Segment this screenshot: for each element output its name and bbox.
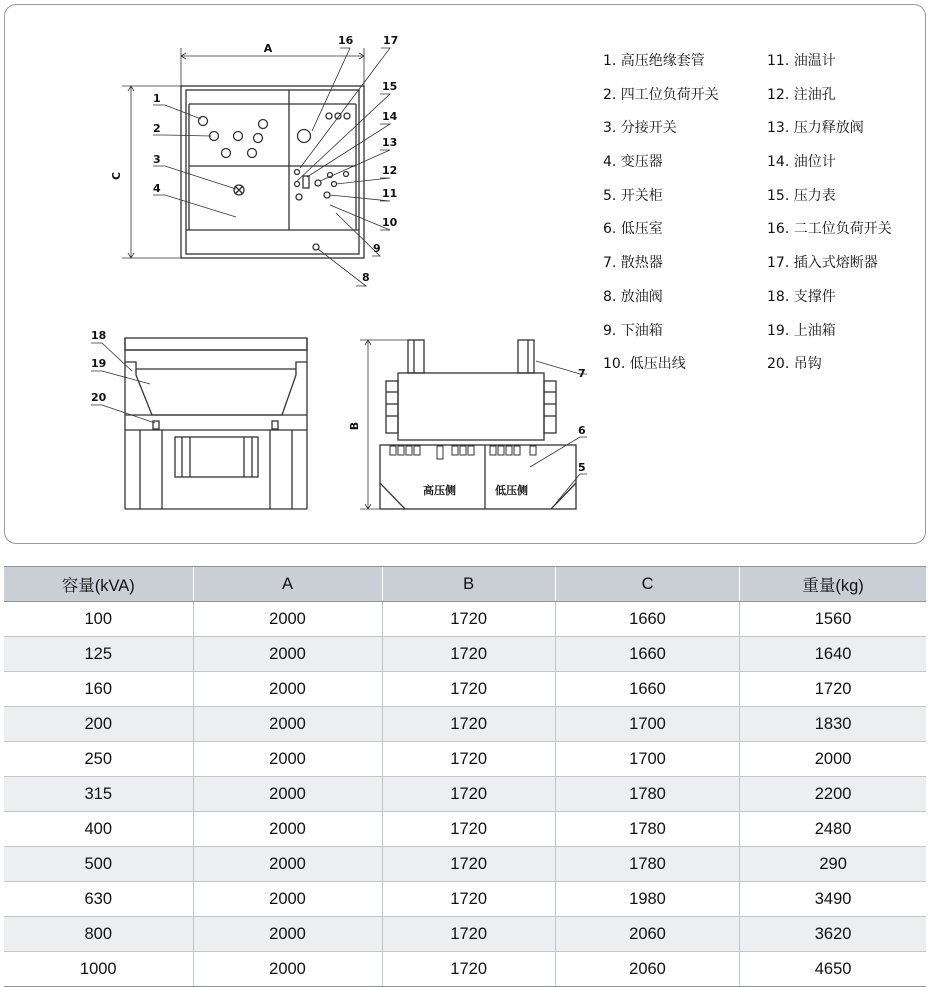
legend-item: 10. 低压出线 bbox=[603, 356, 686, 373]
table-cell: 125 bbox=[4, 637, 193, 672]
legend-item: 12. 注油孔 bbox=[767, 86, 836, 103]
table-cell: 2000 bbox=[193, 812, 382, 847]
table-cell: 500 bbox=[4, 847, 193, 882]
callout-6: 6 bbox=[578, 424, 586, 437]
legend-item: 1. 高压绝缘套管 bbox=[603, 53, 705, 69]
callout-13: 13 bbox=[382, 136, 398, 149]
table-cell: 250 bbox=[4, 742, 193, 777]
legend-item: 9. 下油箱 bbox=[603, 322, 663, 339]
callout-15: 15 bbox=[382, 80, 398, 93]
table-cell: 2200 bbox=[740, 777, 926, 812]
table-cell: 1660 bbox=[555, 672, 739, 707]
spec-table bbox=[4, 566, 926, 987]
dim-label-a: A bbox=[263, 42, 273, 55]
table-cell: 2000 bbox=[193, 847, 382, 882]
table-row bbox=[4, 707, 926, 742]
table-cell: 1720 bbox=[382, 637, 555, 672]
table-row bbox=[4, 952, 926, 987]
table-cell: 315 bbox=[4, 777, 193, 812]
table-cell: 1720 bbox=[382, 602, 555, 637]
table-cell: 1720 bbox=[740, 672, 926, 707]
legend-column-left bbox=[603, 48, 719, 385]
callout-7: 7 bbox=[578, 367, 586, 380]
callout-19: 19 bbox=[91, 357, 107, 370]
callout-10: 10 bbox=[382, 216, 398, 229]
dim-label-c: C bbox=[110, 171, 123, 181]
callout-14: 14 bbox=[382, 110, 398, 123]
legend-item: 16. 二工位负荷开关 bbox=[767, 221, 892, 238]
callout-17: 17 bbox=[383, 34, 399, 47]
table-cell: 1720 bbox=[382, 812, 555, 847]
table-cell: 800 bbox=[4, 917, 193, 952]
table-cell: 1720 bbox=[382, 742, 555, 777]
high-voltage-side-label: 高压侧 bbox=[423, 484, 456, 497]
legend-item: 19. 上油箱 bbox=[767, 322, 836, 339]
table-cell: 1000 bbox=[4, 952, 193, 987]
callout-9: 9 bbox=[373, 242, 381, 255]
legend-item: 20. 吊钩 bbox=[767, 356, 822, 373]
legend-item: 17. 插入式熔断器 bbox=[767, 255, 878, 272]
callout-4: 4 bbox=[153, 182, 161, 195]
table-row bbox=[4, 882, 926, 917]
table-cell: 200 bbox=[4, 707, 193, 742]
legend-item: 2. 四工位负荷开关 bbox=[603, 86, 719, 103]
table-cell: 2480 bbox=[740, 812, 926, 847]
legend-item: 4. 变压器 bbox=[603, 154, 663, 171]
table-cell: 3620 bbox=[740, 917, 926, 952]
callout-16: 16 bbox=[338, 34, 354, 47]
legend-item: 18. 支撑件 bbox=[767, 288, 836, 305]
table-cell: 1830 bbox=[740, 707, 926, 742]
table-cell: 1660 bbox=[555, 602, 739, 637]
table-cell: 1780 bbox=[555, 847, 739, 882]
low-voltage-side-label: 低压侧 bbox=[495, 484, 528, 497]
legend-item: 11. 油温计 bbox=[767, 53, 836, 69]
callout-18: 18 bbox=[91, 329, 107, 342]
table-cell: 1720 bbox=[382, 672, 555, 707]
table-cell: 1700 bbox=[555, 707, 739, 742]
table-cell: 2000 bbox=[193, 742, 382, 777]
callout-3: 3 bbox=[153, 153, 161, 166]
table-row bbox=[4, 672, 926, 707]
table-cell: 2000 bbox=[193, 777, 382, 812]
legend-item: 14. 油位计 bbox=[767, 154, 836, 171]
header-a: A bbox=[193, 567, 382, 602]
table-cell: 2000 bbox=[193, 707, 382, 742]
table-cell: 1720 bbox=[382, 707, 555, 742]
table-cell: 2000 bbox=[740, 742, 926, 777]
table-cell: 100 bbox=[4, 602, 193, 637]
table-cell: 1720 bbox=[382, 882, 555, 917]
table-cell: 290 bbox=[740, 847, 926, 882]
table-cell: 1980 bbox=[555, 882, 739, 917]
table-cell: 630 bbox=[4, 882, 193, 917]
table-cell: 2060 bbox=[555, 952, 739, 987]
table-cell: 1720 bbox=[382, 952, 555, 987]
table-cell: 2000 bbox=[193, 917, 382, 952]
callout-2: 2 bbox=[153, 122, 161, 135]
header-weight: 重量(kg) bbox=[740, 567, 926, 602]
table-cell: 400 bbox=[4, 812, 193, 847]
header-c: C bbox=[555, 567, 739, 602]
table-cell: 2000 bbox=[193, 637, 382, 672]
table-cell: 2000 bbox=[193, 672, 382, 707]
legend-item: 6. 低压室 bbox=[603, 221, 663, 238]
table-cell: 2000 bbox=[193, 882, 382, 917]
callout-8: 8 bbox=[362, 271, 370, 284]
table-cell: 4650 bbox=[740, 952, 926, 987]
callout-20: 20 bbox=[91, 391, 107, 404]
table-row bbox=[4, 777, 926, 812]
table-cell: 2000 bbox=[193, 602, 382, 637]
table-row bbox=[4, 742, 926, 777]
header-b: B bbox=[382, 567, 555, 602]
callout-12: 12 bbox=[382, 164, 398, 177]
table-cell: 160 bbox=[4, 672, 193, 707]
legend-item: 15. 压力表 bbox=[767, 187, 836, 204]
table-cell: 2000 bbox=[193, 952, 382, 987]
legend-item: 8. 放油阀 bbox=[603, 288, 663, 305]
table-cell: 3490 bbox=[740, 882, 926, 917]
table-cell: 1560 bbox=[740, 602, 926, 637]
legend-column-right bbox=[767, 48, 892, 385]
callout-1: 1 bbox=[153, 92, 161, 105]
table-row bbox=[4, 847, 926, 882]
legend-item: 3. 分接开关 bbox=[603, 120, 677, 137]
legend-item: 7. 散热器 bbox=[603, 255, 663, 272]
table-cell: 1720 bbox=[382, 847, 555, 882]
table-row bbox=[4, 917, 926, 952]
table-cell: 1720 bbox=[382, 777, 555, 812]
table-cell: 1780 bbox=[555, 812, 739, 847]
table-row bbox=[4, 637, 926, 672]
header-capacity: 容量(kVA) bbox=[4, 567, 193, 602]
table-cell: 2060 bbox=[555, 917, 739, 952]
table-cell: 1780 bbox=[555, 777, 739, 812]
table-header-row bbox=[4, 567, 926, 602]
table-row bbox=[4, 602, 926, 637]
table-row bbox=[4, 812, 926, 847]
legend-item: 13. 压力释放阀 bbox=[767, 120, 864, 137]
legend-item: 5. 开关柜 bbox=[603, 187, 663, 204]
table-cell: 1700 bbox=[555, 742, 739, 777]
table-body bbox=[4, 602, 926, 987]
callout-5: 5 bbox=[578, 461, 586, 474]
table-cell: 1640 bbox=[740, 637, 926, 672]
table-cell: 1660 bbox=[555, 637, 739, 672]
dim-label-b: B bbox=[348, 421, 361, 431]
callout-11: 11 bbox=[382, 187, 398, 200]
table-cell: 1720 bbox=[382, 917, 555, 952]
